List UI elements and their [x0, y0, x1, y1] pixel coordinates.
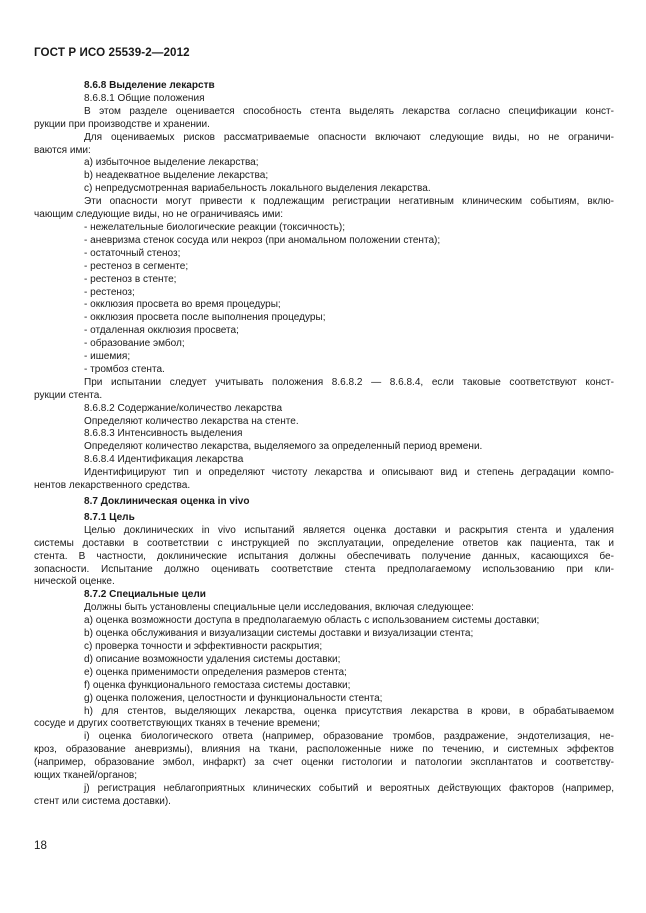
- text-line: c) непредусмотренная вариабельность локального выделения лекарства.: [84, 183, 431, 195]
- text-line: Должны быть установлены специальные цели исследования, включая следующее:: [84, 602, 474, 614]
- list-item: - окклюзия просвета после выполнения процедуры;: [84, 312, 326, 324]
- text-line: a) оценка возможности доступа в предполагаемую область с использованием системы доставки;: [84, 615, 540, 627]
- text-line: g) оценка положения, целостности и функциональности стента;: [84, 692, 383, 704]
- text-line: Эти опасности могут привести к подлежащим регистрации негативным клиническим событиям, вклю-: [84, 196, 614, 208]
- section-heading: 8.7.1 Цель: [84, 511, 135, 523]
- text-line: сосуде и других соответствующих тканях в течение времени;: [34, 718, 320, 730]
- section-heading: 8.6.8 Выделение лекарств: [84, 80, 215, 91]
- text-line: j) регистрация неблагоприятных клинических событий и вероятных действующих факторов (например,: [84, 782, 614, 794]
- text-line: i) оценка биологического ответа (например, образование тромбов, раздражение, эндотелизация, не-: [84, 731, 614, 743]
- list-item: - остаточный стеноз;: [84, 247, 181, 259]
- text-line: d) описание возможности удаления системы доставки;: [84, 653, 341, 665]
- text-line: При испытании следует учитывать положения 8.6.8.2 — 8.6.8.4, если таковые соответствуют конст-: [84, 376, 614, 388]
- list-item: - окклюзия просвета во время процедуры;: [84, 299, 281, 311]
- text-line: a) избыточное выделение лекарства;: [84, 157, 259, 169]
- list-item: - тромбоз стента.: [84, 363, 165, 375]
- text-line: системы доставки в соответствии с инструкцией по эксплуатации, определение ответов как пациента, так и: [34, 537, 614, 549]
- list-item: - нежелательные биологические реакции (токсичность);: [84, 221, 346, 233]
- list-item: - аневризма стенок сосуда или некроз (при аномальном положении стента);: [84, 234, 441, 246]
- page-header-standard-id: ГОСТ Р ИСО 25539-2—2012: [34, 46, 190, 59]
- text-line: рукции стента.: [34, 389, 103, 401]
- text-line: кроз, образование аневризмы), влияния на ткани, расположенные ниже по течению, и системных эффектов: [34, 744, 614, 756]
- text-line: чающим следующие виды, но не ограничиваясь ими:: [34, 209, 283, 221]
- document-body: [34, 80, 614, 809]
- text-line: нической оценке.: [34, 576, 115, 588]
- text-line: рукции при производстве и хранении.: [34, 118, 210, 130]
- page-number: 18: [34, 839, 47, 852]
- text-line: Для оцениваемых рисков рассматриваемые опасности включают следующие виды, но не ограничи-: [84, 131, 614, 143]
- text-line: h) для стентов, выделяющих лекарства, оценка присутствия лекарства в крови, в обрабатываемом: [84, 705, 614, 717]
- text-line: нентов лекарственного средства.: [34, 480, 191, 492]
- text-line: 8.6.8.4 Идентификация лекарства: [84, 454, 244, 466]
- text-line: (например, образование эмбол, инфаркт) за счет оценки гистологии и патологии эксплантатов и соответству-: [34, 757, 614, 769]
- text-line: В этом разделе оценивается способность стента выделять лекарства согласно спецификации конст-: [84, 105, 614, 117]
- text-line: стент или система доставки).: [34, 795, 171, 807]
- list-item: - рестеноз в сегменте;: [84, 260, 189, 272]
- text-line: Определяют количество лекарства, выделяемого за определенный период времени.: [84, 441, 483, 453]
- section-heading: 8.7 Доклиническая оценка in vivo: [84, 496, 250, 507]
- text-line: ющих тканей/органов;: [34, 770, 138, 782]
- text-line: зопасности. Испытание должно оценивать соответствие стента предполагаемому использованию при кли-: [34, 563, 614, 575]
- text-line: c) проверка точности и эффективности раскрытия;: [84, 640, 323, 652]
- text-line: b) оценка обслуживания и визуализации системы доставки и визуализации стента;: [84, 628, 474, 640]
- section-heading: 8.7.2 Специальные цели: [84, 589, 206, 601]
- list-item: - отдаленная окклюзия просвета;: [84, 325, 239, 337]
- list-item: - рестеноз в стенте;: [84, 273, 177, 285]
- text-line: 8.6.8.1 Общие положения: [84, 92, 205, 104]
- text-line: 8.6.8.3 Интенсивность выделения: [84, 428, 243, 440]
- text-line: e) оценка применимости определения размеров стента;: [84, 666, 347, 678]
- text-line: Целью доклинических in vivo испытаний является оценка доставки и раскрытия стента и удаления: [84, 524, 614, 536]
- text-line: 8.6.8.2 Содержание/количество лекарства: [84, 402, 283, 414]
- text-line: стента. В частности, доклинические испытания должны обеспечивать получение данных, касающихся бе-: [34, 550, 614, 562]
- text-line: Идентифицируют тип и определяют чистоту лекарства и описывают вид и степень деградации компо-: [84, 467, 614, 479]
- text-line: b) неадекватное выделение лекарства;: [84, 170, 269, 182]
- list-item: - образование эмбол;: [84, 338, 185, 350]
- list-item: - рестеноз;: [84, 286, 135, 298]
- text-line: Определяют количество лекарства на стенте.: [84, 415, 299, 427]
- text-line: f) оценка функционального гемостаза системы доставки;: [84, 679, 351, 691]
- list-item: - ишемия;: [84, 351, 131, 363]
- text-line: ваются ими:: [34, 144, 91, 156]
